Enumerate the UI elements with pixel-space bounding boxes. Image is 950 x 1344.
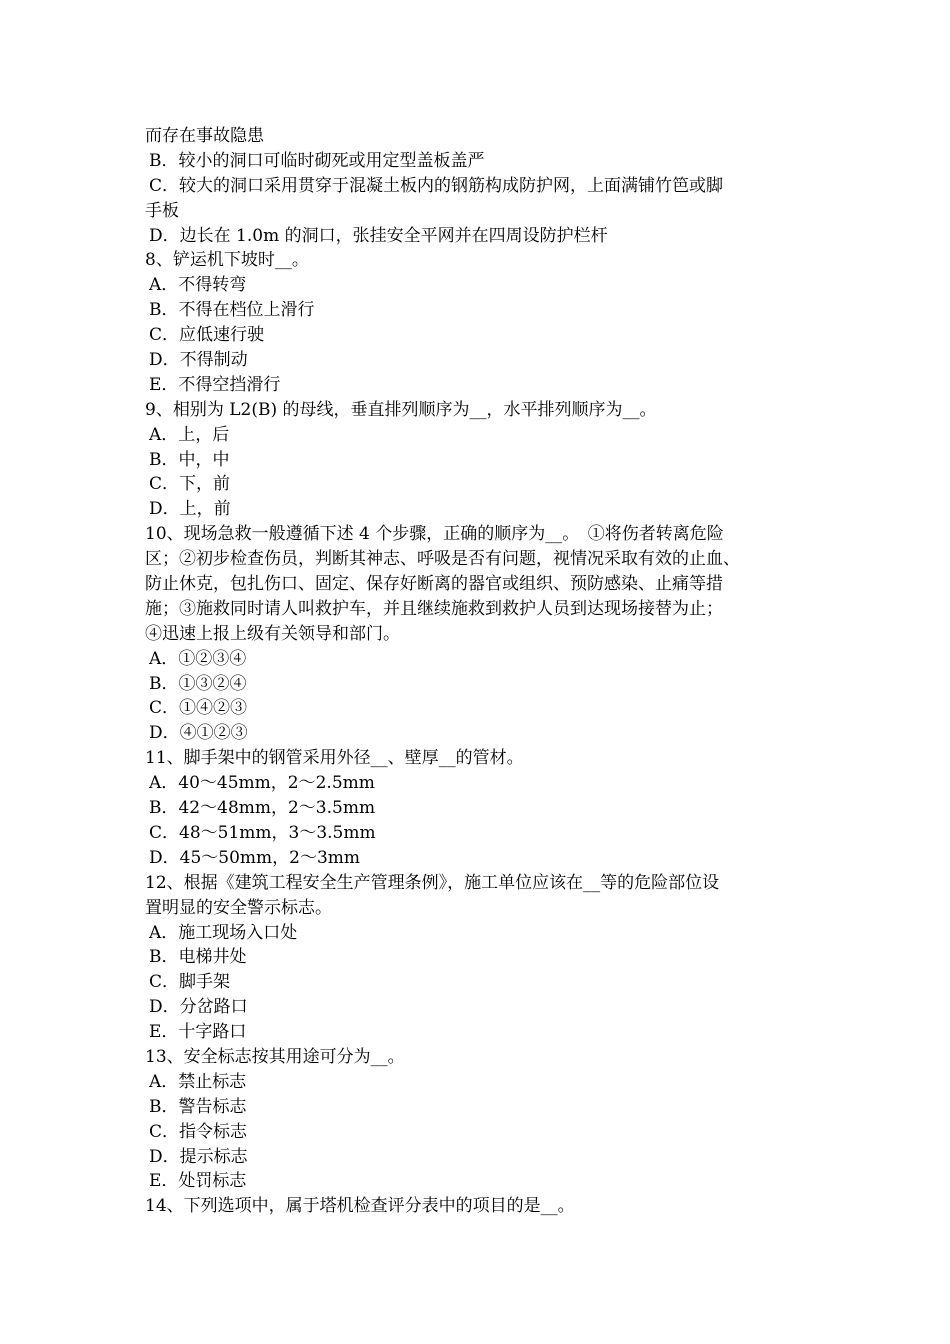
text-line: 区；②初步检查伤员，判断其神志、呼吸是否有问题，视情况采取有效的止血、 [145,549,740,570]
text-line: 而存在事故隐患 [145,126,264,146]
question-11: 11、脚手架中的钢管采用外径__、壁厚__的管材。 [145,748,524,769]
answer-option: A．不得转弯 [149,275,247,296]
answer-option: B．42～48mm，2～3.5mm [149,798,376,819]
answer-option: D．边长在 1.0m 的洞口，张挂安全平网并在四周设防护栏杆 [149,225,608,246]
answer-option: A．施工现场入口处 [149,922,298,943]
question-8: 8、铲运机下坡时__。 [145,250,309,271]
question-14: 14、下列选项中，属于塔机检查评分表中的项目的是__。 [145,1196,575,1217]
answer-option: C．较大的洞口采用贯穿于混凝土板内的钢筋构成防护网，上面满铺竹笆或脚 [149,175,724,196]
answer-option: E．处罚标志 [149,1171,247,1192]
answer-option: A．禁止标志 [149,1071,247,1092]
document-page [145,124,815,1219]
answer-option: E．十字路口 [149,1022,247,1043]
text-line: 置明显的安全警示标志。 [145,897,332,918]
answer-option: C．指令标志 [149,1121,248,1142]
answer-option: D．上，前 [149,499,231,520]
answer-option: B．较小的洞口可临时砌死或用定型盖板盖严 [149,150,485,171]
text-line: 手板 [145,200,179,221]
answer-option: C．①④②③ [149,698,248,719]
question-10: 10、现场急救一般遵循下述 4 个步骤，正确的顺序为__。 ①将伤者转离危险 [145,524,724,545]
answer-option: A．①②③④ [149,648,247,669]
answer-option: D．④①②③ [149,723,248,744]
question-12: 12、根据《建筑工程安全生产管理条例》，施工单位应该在__等的危险部位设 [145,872,720,893]
answer-option: B．警告标志 [149,1096,247,1117]
answer-option: C．脚手架 [149,972,231,993]
text-line: 防止休克，包扎伤口、固定、保存好断离的器官或组织、预防感染、止痛等措 [145,574,723,595]
text-line: 施；③施救同时请人叫救护车，并且继续施救到救护人员到达现场接替为止； [145,598,723,619]
answer-option: B．电梯井处 [149,947,247,968]
answer-option: E．不得空挡滑行 [149,374,281,395]
answer-option: C．应低速行驶 [149,325,265,346]
text-line: ④迅速上报上级有关领导和部门。 [145,623,400,644]
answer-option: D．分岔路口 [149,997,248,1018]
answer-option: A．上，后 [149,424,230,445]
answer-option: B．①③②④ [149,673,247,694]
answer-option: A．40～45mm，2～2.5mm [149,773,375,794]
question-9: 9、相别为 L2(B) 的母线，垂直排列顺序为__，水平排列顺序为__。 [145,399,657,420]
answer-option: D．提示标志 [149,1146,248,1167]
answer-option: C．48～51mm，3～3.5mm [149,822,376,843]
question-13: 13、安全标志按其用途可分为__。 [145,1046,405,1067]
answer-option: D．45～50mm，2～3mm [149,847,361,868]
answer-option: C．下，前 [149,474,231,495]
answer-option: D．不得制动 [149,350,248,371]
answer-option: B．中，中 [149,449,230,470]
answer-option: B．不得在档位上滑行 [149,300,315,321]
